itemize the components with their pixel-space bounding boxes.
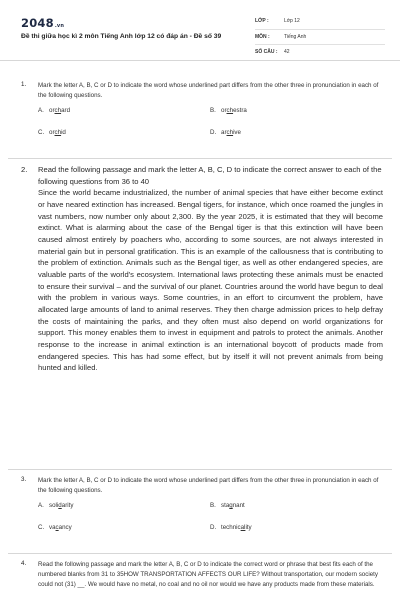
option-letter: B.	[210, 502, 216, 509]
option-letter: B.	[210, 107, 216, 114]
option-underlined: c	[55, 524, 59, 531]
option-a[interactable]	[38, 502, 73, 509]
option-text: or	[221, 107, 227, 114]
option-c[interactable]	[38, 524, 72, 531]
question-divider	[8, 158, 392, 159]
question-3	[21, 476, 383, 531]
option-underlined: ch	[54, 129, 62, 136]
option-underlined: ch	[226, 107, 234, 114]
option-text: technic	[221, 524, 241, 531]
option-text: or	[49, 129, 55, 136]
option-text: soli	[49, 502, 59, 509]
meta-value: Tiếng Anh	[284, 33, 307, 40]
option-d[interactable]	[210, 129, 241, 136]
answer-options	[38, 107, 383, 136]
meta-row-subject	[255, 30, 385, 46]
option-text: estra	[233, 107, 247, 114]
option-text: ity	[245, 524, 252, 531]
question-instruction: Read the following passage and mark the letter A, B, C, D to indicate the correct answer to each of the following questions from 36 to 40	[38, 165, 382, 186]
question-divider	[8, 469, 392, 470]
option-text: nant	[232, 502, 245, 509]
option-text: ive	[233, 129, 241, 136]
option-text: sta	[221, 502, 230, 509]
option-b[interactable]	[210, 107, 247, 114]
meta-key: MÔN :	[255, 33, 270, 40]
question-instruction: Mark the letter A, B, C or D to indicate the word whose underlined part differs from the other three in pronunciation in each of the following questions.	[38, 82, 379, 99]
question-divider	[8, 553, 392, 554]
document-header	[0, 0, 400, 61]
option-a[interactable]	[38, 107, 70, 114]
question-number: 4.	[21, 560, 27, 567]
option-underlined: ch	[54, 107, 62, 114]
reading-passage: Since the world became industrialized, the number of animal species that have either become extinct or have neared extinction has increased. Bengal tigers, for instance, which once roamed the jungles in vast numbers, now number only about 2,300. By the year 2025, it is estimated that they will become extinct. What is alarming about the case of the Bengal tiger is that this extinction will have been caused almost entirely by poachers who, according to some sources, are not always interested in material gain but in personal gratification. This is an example of the callousness that is contributing to the problem of extinction. Animals such as the Bengal tiger, as well as other endangered species, are valuable parts of the world's ecosystem. International laws protecting these animals must be enacted to ensure their survival – and the survival of our planet. Countries around the world have begun to deal with the problem in various ways. Some countries, in an effort to circumvent the problem, have allocated large amounts of land to animal reserves. They then charge admission prices to help defray the costs of maintaining the parks, and they often must also depend on world organizations for support. This money enables them to invest in equipment and patrols to protect the animals. Another response to the increase in animal extinction is an international boycott of products made from endangered species. This has had some effect, but by itself it will not prevent animals from being hunted and killed.	[38, 188, 383, 373]
question-number: 3.	[21, 476, 27, 483]
meta-key: LỚP :	[255, 18, 269, 25]
option-text: or	[49, 107, 55, 114]
question-number: 1.	[21, 81, 27, 88]
option-text: ancy	[58, 524, 72, 531]
option-d[interactable]	[210, 524, 252, 531]
option-text: id	[61, 129, 66, 136]
question-2	[21, 164, 383, 374]
question-text: Read the following passage and mark the letter A, B, C or D to indicate the correct word or phrase that best fits each of the numbered blanks from 31 to 35HOW TRANSPORTATION AFFECTS OUR LIFE? Without transportation, our modern society could not (31) __. We would have no metal, no coal and no oil nor would we have any products made from these materials.	[38, 561, 378, 588]
document-title: Đề thi giữa học kì 2 môn Tiếng Anh lớp 12 có đáp án - Đề số 39	[21, 33, 222, 40]
option-letter: D.	[210, 524, 217, 531]
option-letter: C.	[38, 524, 45, 531]
meta-row-count	[255, 45, 385, 60]
option-underlined: g	[229, 502, 233, 509]
option-underlined: al	[240, 524, 246, 531]
meta-value: 42	[284, 49, 290, 56]
question-4	[21, 560, 383, 590]
question-1	[21, 81, 383, 136]
option-text: ard	[61, 107, 71, 114]
meta-key: SỐ CÂU :	[255, 49, 278, 56]
logo-text: 2048	[21, 16, 54, 30]
option-letter: A.	[38, 107, 44, 114]
option-b[interactable]	[210, 502, 245, 509]
meta-value: Lớp 12	[284, 18, 300, 25]
meta-row-class	[255, 14, 385, 30]
option-underlined: d	[58, 502, 62, 509]
site-logo[interactable]	[21, 16, 64, 30]
option-text: ar	[221, 129, 227, 136]
answer-options	[38, 502, 383, 531]
option-text: arity	[61, 502, 74, 509]
question-instruction: Mark the letter A, B, C or D to indicate the word whose underlined part differs from the other three in pronunciation in each of the following questions.	[38, 477, 379, 494]
option-letter: A.	[38, 502, 44, 509]
exam-meta-table	[255, 14, 385, 60]
option-letter: C.	[38, 129, 45, 136]
option-text: va	[49, 524, 56, 531]
option-c[interactable]	[38, 129, 66, 136]
logo-suffix: .vn	[54, 23, 65, 29]
option-underlined: ch	[226, 129, 234, 136]
question-number: 2.	[21, 165, 28, 174]
option-letter: D.	[210, 129, 217, 136]
